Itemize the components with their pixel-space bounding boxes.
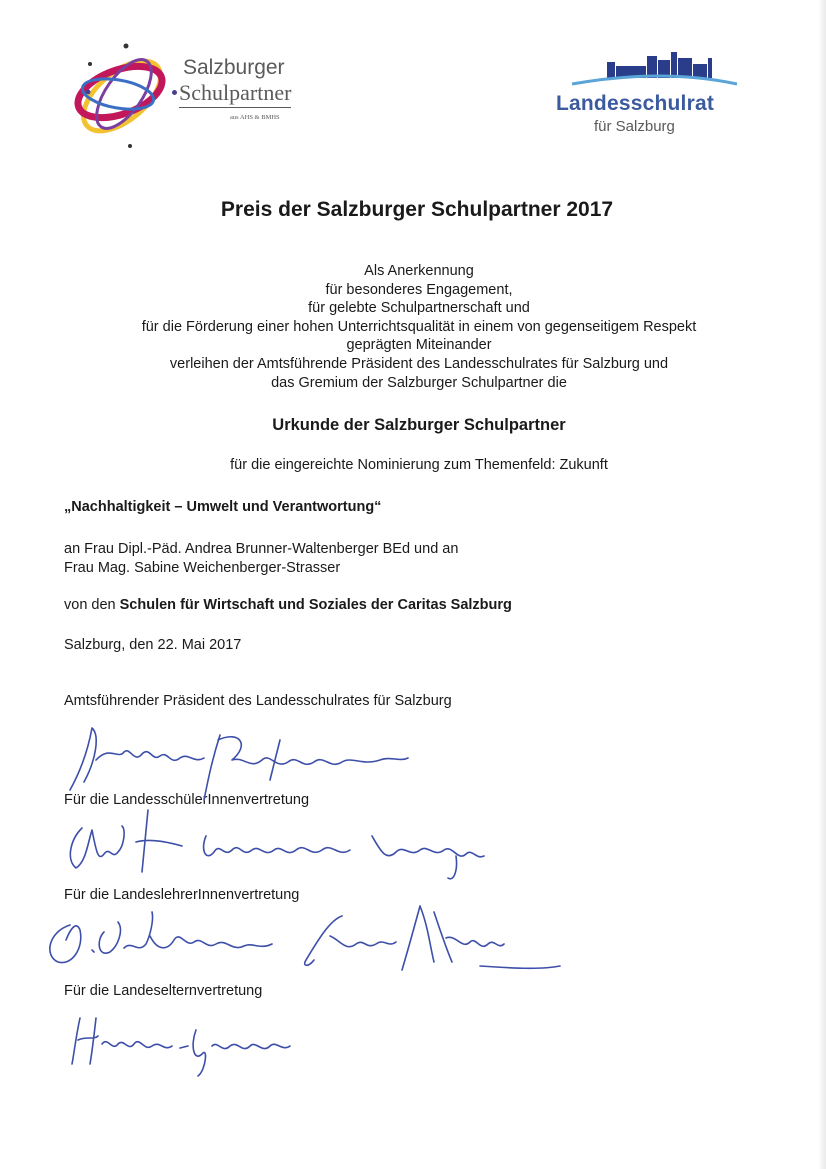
recipient-line: an Frau Dipl.-Päd. Andrea Brunner-Waltenberger BEd und an: [64, 541, 459, 557]
school-prefix: von den: [64, 597, 120, 613]
signature-parent: [72, 1018, 290, 1076]
intro-line: geprägten Miteinander: [346, 337, 492, 354]
logo-text-schulpartner: Schulpartner: [179, 80, 291, 108]
signature-student-2: [204, 836, 484, 879]
logo-text-fuer-salzburg: für Salzburg: [594, 118, 675, 135]
intro-line: für besonderes Engagement,: [325, 281, 513, 298]
intro-line: Als Anerkennung: [364, 263, 474, 279]
signatory-label-teachers: Für die LandeslehrerInnenvertretung: [64, 887, 300, 903]
place-date: Salzburg, den 22. Mai 2017: [64, 637, 242, 653]
topic-title: „Nachhaltigkeit – Umwelt und Verantwortung“: [64, 499, 382, 515]
document-title: Preis der Salzburger Schulpartner 2017: [220, 198, 614, 221]
recipient-line: Frau Mag. Sabine Weichenberger-Strasser: [64, 560, 341, 576]
school-name: Schulen für Wirtschaft und Soziales der Caritas Salzburg: [119, 597, 512, 613]
intro-line: für die Förderung einer hohen Unterrichtsqualität in einem von gegenseitigem Respekt: [141, 318, 697, 335]
signatory-label-president: Amtsführender Präsident des Landesschulrates für Salzburg: [64, 693, 452, 709]
logo-text-salzburger: Salzburger: [183, 56, 285, 79]
signature-teacher-2: [305, 916, 396, 965]
signatory-label-students: Für die LandesschülerInnenvertretung: [64, 792, 310, 808]
signatory-label-parents: Für die Landeselternvertretung: [64, 983, 263, 999]
intro-line: verleihen der Amtsführende Präsident des Landesschulrates für Salzburg und: [169, 355, 669, 372]
nomination-text: für die eingereichte Nominierung zum Themenfeld: Zukunft: [230, 457, 608, 473]
logo-text-ahs-bmhs: aus AHS & BMHS: [230, 114, 280, 121]
signature-student-1: [70, 810, 182, 872]
intro-line: für gelebte Schulpartnerschaft und: [308, 300, 530, 317]
logo-text-landesschulrat: Landesschulrat: [556, 92, 715, 115]
signature-president: [70, 728, 408, 800]
signature-teacher-3: [402, 906, 560, 970]
intro-line: das Gremium der Salzburger Schulpartner die: [271, 374, 567, 391]
certificate-name: Urkunde der Salzburger Schulpartner: [272, 416, 566, 434]
signature-teacher-1: [50, 912, 272, 963]
